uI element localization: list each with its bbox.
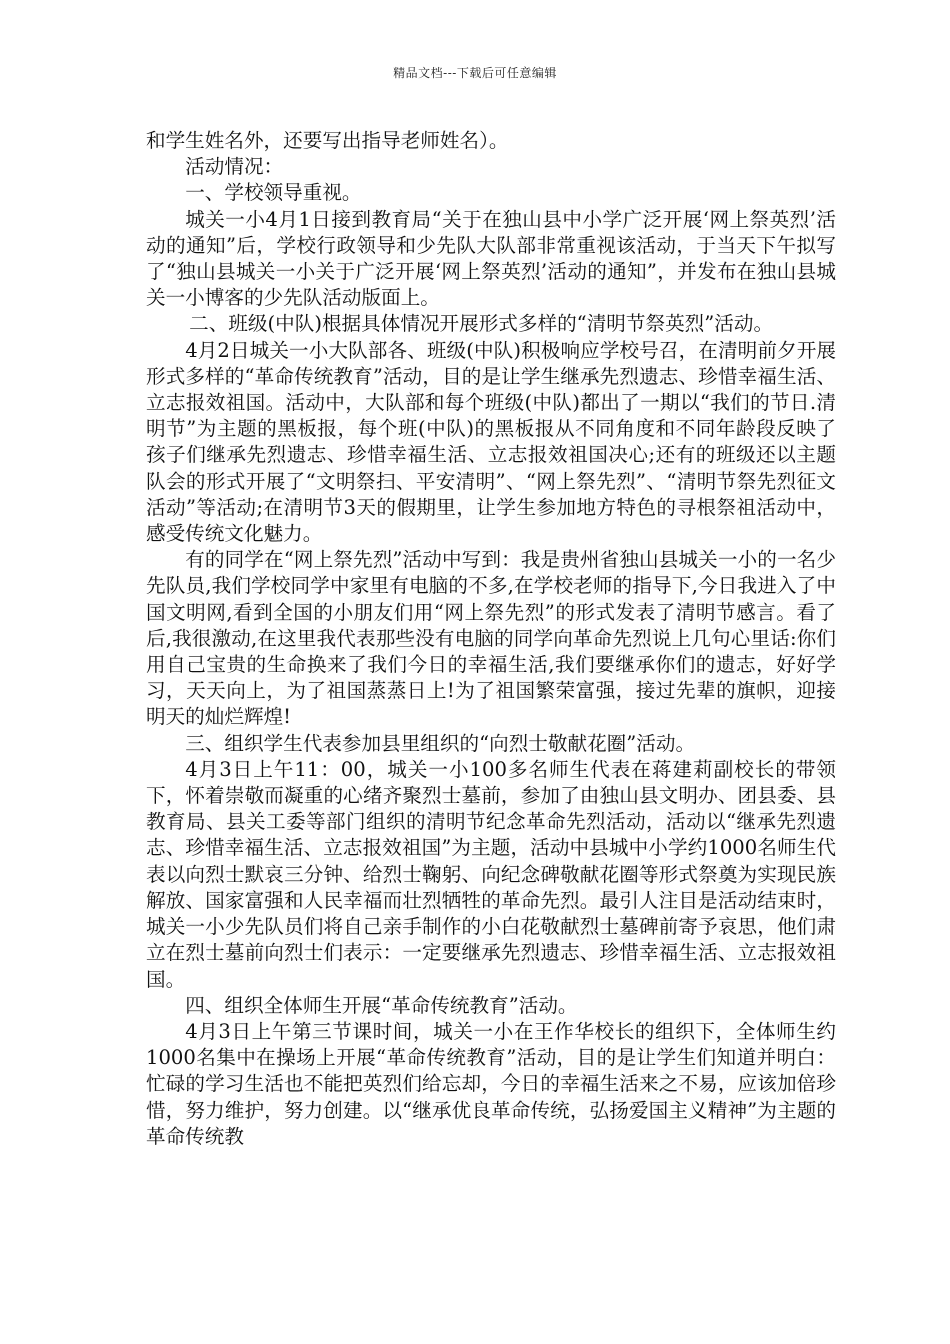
paragraph: 4月2日城关一小大队部各、班级(中队)积极响应学校号召，在清明前夕开展形式多样的“革命传统教育”活动，目的是让学生继承先烈遗志、珍惜幸福生活、立志报效祖国。活动中，大队部和每个班级(中队)都出了一期以“我们的节日.清明节”为主题的黑板报，每个班(中队)的黑板报从不同角度和不同年龄段反映了孩子们继承先烈遗志、珍惜幸福生活、立志报效祖国决心;还有的班级还以主题队会的形式开展了“文明祭扫、平安清明”、“网上祭先烈”、“清明节祭先烈征文活动”等活动;在清明节3天的假期里，让学生参加地方特色的寻根祭祖活动中，感受传统文化魅力。 (146, 338, 836, 546)
section-heading-1: 一、学校领导重视。 (185, 181, 362, 205)
paragraph: 4月3日上午11：00，城关一小100多名师生代表在蒋建莉副校长的带领下，怀着崇敬而凝重的心绪齐聚烈士墓前，参加了由独山县文明办、团县委、县教育局、县关工委等部门组织的清明节纪念革命先烈活动，活动以“继承先烈遗志、珍惜幸福生活、立志报效祖国”为主题，活动中县城中小学约1000名师生代表以向烈士默哀三分钟、给烈士鞠躬、向纪念碑敬献花圈等形式祭奠为实现民族解放、国家富强和人民幸福而壮烈牺牲的革命先烈。最引人注目是活动结束时，城关一小少先队员们将自己亲手制作的小白花敬献烈士墓碑前寄予哀思，他们肃立在烈士墓前向烈士们表示：一定要继承先烈遗志、珍惜幸福生活、立志报效祖国。 (146, 757, 836, 991)
paragraph: 有的同学在“网上祭先烈”活动中写到：我是贵州省独山县城关一小的一名少先队员,我们学校同学中家里有电脑的不多,在学校老师的指导下,今日我进入了中国文明网,看到全国的小朋友们用“网上祭先烈”的形式发表了清明节感言。看了后,我很激动,在这里我代表那些没有电脑的同学向革命先烈说上几句心里话:你们用自己宝贵的生命换来了我们今日的幸福生活,我们要继承你们的遗志，好好学习，天天向上，为了祖国蒸蒸日上!为了祖国繁荣富强，接过先辈的旗帜，迎接明天的灿烂辉煌! (146, 548, 836, 729)
document-body (146, 128, 836, 1150)
page-header: 精品文档---下载后可任意编辑 (393, 66, 557, 80)
section-heading-4: 四、组织全体师生开展“革命传统教育”活动。 (185, 993, 578, 1017)
paragraph: 城关一小4月1日接到教育局“关于在独山县中小学广泛开展‘网上祭英烈’活动的通知”后，学校行政领导和少先队大队部非常重视该活动，于当天下午拟写了“独山县城关一小关于广泛开展‘网上祭英烈’活动的通知”，并发布在独山县城关一小博客的少先队活动版面上。 (146, 207, 836, 310)
section-heading-3: 三、组织学生代表参加县里组织的“向烈士敬献花圈”活动。 (185, 731, 696, 755)
paragraph-activity-label: 活动情况： (185, 155, 284, 179)
section-heading-2: 二、班级(中队)根据具体情况开展形式多样的“清明节祭英烈”活动。 (189, 312, 774, 336)
paragraph-continuation: 和学生姓名外，还要写出指导老师姓名）。 (146, 129, 509, 152)
paragraph: 4月3日上午第三节课时间，城关一小在王作华校长的组织下，全体师生约1000名集中在操场上开展“革命传统教育”活动，目的是让学生们知道并明白：忙碌的学习生活也不能把英烈们给忘却，今日的幸福生活来之不易，应该加倍珍惜，努力维护，努力创建。以“继承优良革命传统，弘扬爱国主义精神”为主题的革命传统教 (146, 1019, 836, 1148)
